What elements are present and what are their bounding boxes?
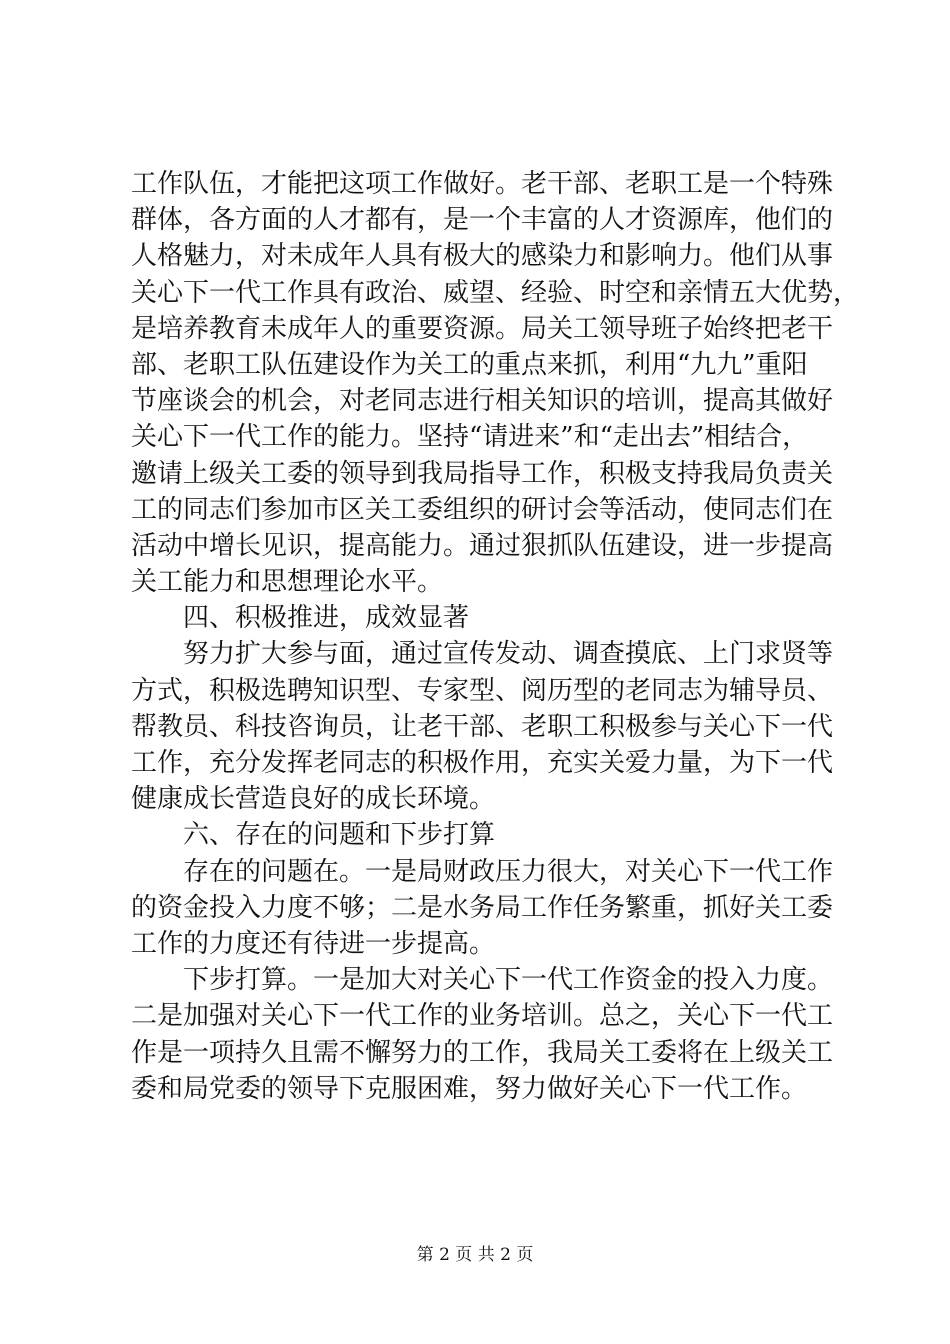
text-line: 邀请上级关工委的领导到我局指导工作，积极支持我局负责关 [131, 458, 834, 489]
text-line: 作是一项持久且需不懈努力的工作，我局关工委将在上级关工 [131, 1037, 834, 1068]
text-line: 工的同志们参加市区关工委组织的研讨会等活动，使同志们在 [131, 494, 834, 525]
text-line: 关心下一代工作的能力。坚持“请进来”和“走出去”相结合， [131, 422, 809, 453]
section-heading: 四、积极推进，成效显著 [183, 603, 470, 634]
text-line: 节座谈会的机会，对老同志进行相关知识的培训，提高其做好 [131, 386, 834, 417]
text-line: 部、老职工队伍建设作为关工的重点来抓，利用“九九”重阳 [131, 349, 808, 380]
text-line: 帮教员、科技咨询员，让老干部、老职工积极参与关心下一代 [131, 711, 834, 742]
text-line: 努力扩大参与面，通过宣传发动、调查摸底、上门求贤等 [183, 639, 834, 670]
text-line: 关心下一代工作具有政治、威望、经验、时空和亲情五大优势， [131, 277, 860, 308]
text-line: 委和局党委的领导下克服困难，努力做好关心下一代工作。 [131, 1073, 808, 1104]
document-body [131, 166, 860, 1107]
text-line: 方式，积极选聘知识型、专家型、阅历型的老同志为辅导员、 [131, 675, 834, 706]
text-line: 下步打算。一是加大对关心下一代工作资金的投入力度。 [183, 965, 834, 996]
text-line: 是培养教育未成年人的重要资源。局关工领导班子始终把老干 [131, 313, 834, 344]
text-line: 工作，充分发挥老同志的积极作用，充实关爱力量，为下一代 [131, 748, 834, 778]
section-heading: 六、存在的问题和下步打算 [183, 820, 496, 851]
text-line: 工作的力度还有待进一步提高。 [131, 928, 496, 959]
text-line: 活动中增长见识，提高能力。通过狠抓队伍建设，进一步提高 [131, 530, 834, 561]
text-line: 的资金投入力度不够；二是水务局工作任务繁重，抓好关工委 [131, 892, 834, 923]
text-line: 人格魅力，对未成年人具有极大的感染力和影响力。他们从事 [131, 241, 834, 272]
text-line: 关工能力和思想理论水平。 [131, 567, 444, 598]
text-line: 存在的问题在。一是局财政压力很大，对关心下一代工作 [183, 856, 834, 887]
text-line: 二是加强对关心下一代工作的业务培训。总之，关心下一代工 [131, 1001, 834, 1032]
text-line: 群体，各方面的人才都有，是一个丰富的人才资源库，他们的 [131, 205, 834, 236]
text-line: 工作队伍，才能把这项工作做好。老干部、老职工是一个特殊 [131, 169, 834, 199]
text-line: 健康成长营造良好的成长环境。 [131, 784, 496, 815]
page-number-footer: 第 2 页 共 2 页 [416, 1245, 534, 1265]
